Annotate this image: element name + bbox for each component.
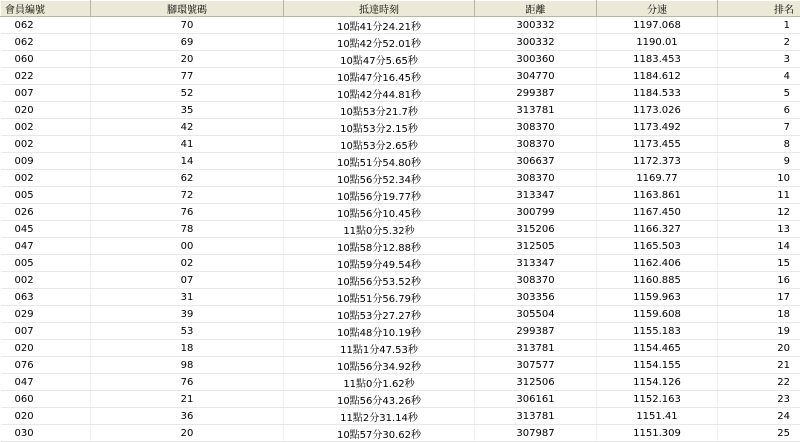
cell-ring-number: 20: [91, 51, 284, 68]
cell-member-id: 005: [1, 187, 91, 204]
header-speed[interactable]: 分速: [597, 1, 718, 17]
cell-ring-number: 52: [91, 85, 284, 102]
cell-ring-number: 72: [91, 187, 284, 204]
cell-speed: 1166.327: [597, 221, 718, 238]
cell-speed: 1155.183: [597, 323, 718, 340]
cell-arrival-time: 11點0分1.62秒: [284, 374, 475, 391]
cell-distance: 300332: [475, 34, 597, 51]
cell-ring-number: 07: [91, 272, 284, 289]
cell-speed: 1172.373: [597, 153, 718, 170]
cell-rank: 23: [718, 391, 800, 408]
cell-ring-number: 35: [91, 102, 284, 119]
cell-speed: 1154.126: [597, 374, 718, 391]
cell-ring-number: 62: [91, 170, 284, 187]
cell-ring-number: 42: [91, 119, 284, 136]
cell-rank: 21: [718, 357, 800, 374]
cell-ring-number: 98: [91, 357, 284, 374]
cell-ring-number: 02: [91, 255, 284, 272]
cell-speed: 1173.026: [597, 102, 718, 119]
cell-speed: 1183.453: [597, 51, 718, 68]
cell-rank: 6: [718, 102, 800, 119]
cell-arrival-time: 11點2分31.14秒: [284, 408, 475, 425]
cell-speed: 1184.612: [597, 68, 718, 85]
cell-member-id: 002: [1, 119, 91, 136]
cell-member-id: 002: [1, 136, 91, 153]
cell-speed: 1160.885: [597, 272, 718, 289]
cell-member-id: 062: [1, 34, 91, 51]
header-rank[interactable]: 排名: [718, 1, 800, 17]
cell-rank: 3: [718, 51, 800, 68]
cell-arrival-time: 10點47分16.45秒: [284, 68, 475, 85]
cell-distance: 313781: [475, 102, 597, 119]
cell-distance: 312505: [475, 238, 597, 255]
cell-rank: 13: [718, 221, 800, 238]
cell-speed: 1159.963: [597, 289, 718, 306]
table-row[interactable]: [1, 187, 800, 204]
cell-arrival-time: 10點42分44.81秒: [284, 85, 475, 102]
cell-arrival-time: 10點51分56.79秒: [284, 289, 475, 306]
cell-speed: 1154.465: [597, 340, 718, 357]
cell-member-id: 022: [1, 68, 91, 85]
cell-member-id: 005: [1, 255, 91, 272]
cell-rank: 7: [718, 119, 800, 136]
cell-distance: 300799: [475, 204, 597, 221]
cell-arrival-time: 10點53分2.15秒: [284, 119, 475, 136]
cell-distance: 308370: [475, 119, 597, 136]
cell-speed: 1184.533: [597, 85, 718, 102]
cell-ring-number: 14: [91, 153, 284, 170]
cell-speed: 1151.309: [597, 425, 718, 442]
cell-member-id: 030: [1, 425, 91, 442]
cell-rank: 25: [718, 425, 800, 442]
cell-arrival-time: 10點56分19.77秒: [284, 187, 475, 204]
cell-member-id: 076: [1, 357, 91, 374]
cell-rank: 5: [718, 85, 800, 102]
cell-ring-number: 18: [91, 340, 284, 357]
cell-distance: 299387: [475, 85, 597, 102]
table-row[interactable]: [1, 408, 800, 425]
cell-member-id: 020: [1, 102, 91, 119]
table-row[interactable]: [1, 68, 800, 85]
cell-arrival-time: 10點59分49.54秒: [284, 255, 475, 272]
cell-rank: 20: [718, 340, 800, 357]
cell-speed: 1173.492: [597, 119, 718, 136]
cell-distance: 313347: [475, 255, 597, 272]
cell-member-id: 009: [1, 153, 91, 170]
cell-arrival-time: 10點48分10.19秒: [284, 323, 475, 340]
cell-distance: 306161: [475, 391, 597, 408]
cell-member-id: 060: [1, 391, 91, 408]
cell-distance: 315206: [475, 221, 597, 238]
cell-arrival-time: 10點42分52.01秒: [284, 34, 475, 51]
header-ring-number[interactable]: 腳環號碼: [91, 1, 284, 17]
cell-member-id: 002: [1, 272, 91, 289]
table-row[interactable]: [1, 153, 800, 170]
cell-ring-number: 76: [91, 374, 284, 391]
cell-ring-number: 36: [91, 408, 284, 425]
cell-rank: 16: [718, 272, 800, 289]
table-row[interactable]: [1, 340, 800, 357]
table-row[interactable]: [1, 374, 800, 391]
cell-arrival-time: 10點53分27.27秒: [284, 306, 475, 323]
table-row[interactable]: [1, 170, 800, 187]
cell-ring-number: 70: [91, 17, 284, 34]
header-member-id[interactable]: 會員編號: [1, 1, 91, 17]
cell-ring-number: 41: [91, 136, 284, 153]
cell-distance: 300332: [475, 17, 597, 34]
header-distance[interactable]: 距離: [475, 1, 597, 17]
cell-speed: 1169.77: [597, 170, 718, 187]
cell-distance: 306637: [475, 153, 597, 170]
cell-rank: 17: [718, 289, 800, 306]
cell-ring-number: 76: [91, 204, 284, 221]
cell-member-id: 062: [1, 17, 91, 34]
table-row[interactable]: [1, 289, 800, 306]
cell-distance: 307987: [475, 425, 597, 442]
cell-arrival-time: 10點47分5.65秒: [284, 51, 475, 68]
cell-rank: 11: [718, 187, 800, 204]
table-row[interactable]: [1, 255, 800, 272]
cell-member-id: 020: [1, 408, 91, 425]
cell-rank: 1: [718, 17, 800, 34]
cell-rank: 22: [718, 374, 800, 391]
cell-speed: 1152.163: [597, 391, 718, 408]
cell-rank: 18: [718, 306, 800, 323]
cell-arrival-time: 10點41分24.21秒: [284, 17, 475, 34]
cell-member-id: 045: [1, 221, 91, 238]
cell-speed: 1190.01: [597, 34, 718, 51]
table-row[interactable]: [1, 306, 800, 323]
cell-rank: 14: [718, 238, 800, 255]
cell-distance: 300360: [475, 51, 597, 68]
cell-arrival-time: 10點53分2.65秒: [284, 136, 475, 153]
table-row[interactable]: [1, 323, 800, 340]
cell-arrival-time: 11點1分47.53秒: [284, 340, 475, 357]
cell-rank: 2: [718, 34, 800, 51]
cell-speed: 1163.861: [597, 187, 718, 204]
cell-member-id: 007: [1, 85, 91, 102]
cell-member-id: 063: [1, 289, 91, 306]
cell-member-id: 060: [1, 51, 91, 68]
cell-distance: 312506: [475, 374, 597, 391]
cell-ring-number: 00: [91, 238, 284, 255]
table-row[interactable]: [1, 238, 800, 255]
cell-ring-number: 21: [91, 391, 284, 408]
cell-distance: 313347: [475, 187, 597, 204]
header-arrival-time[interactable]: 抵達時刻: [284, 1, 475, 17]
cell-speed: 1154.155: [597, 357, 718, 374]
cell-arrival-time: 10點56分34.92秒: [284, 357, 475, 374]
cell-rank: 24: [718, 408, 800, 425]
table-row[interactable]: [1, 85, 800, 102]
cell-speed: 1173.455: [597, 136, 718, 153]
cell-distance: 308370: [475, 272, 597, 289]
cell-arrival-time: 10點56分10.45秒: [284, 204, 475, 221]
cell-arrival-time: 10點56分52.34秒: [284, 170, 475, 187]
cell-distance: 308370: [475, 136, 597, 153]
cell-ring-number: 39: [91, 306, 284, 323]
table-row[interactable]: [1, 425, 800, 442]
cell-member-id: 047: [1, 238, 91, 255]
cell-member-id: 029: [1, 306, 91, 323]
cell-speed: 1165.503: [597, 238, 718, 255]
cell-distance: 303356: [475, 289, 597, 306]
table-row[interactable]: [1, 357, 800, 374]
table-row[interactable]: [1, 221, 800, 238]
table-row[interactable]: [1, 204, 800, 221]
cell-rank: 4: [718, 68, 800, 85]
cell-ring-number: 31: [91, 289, 284, 306]
cell-member-id: 002: [1, 170, 91, 187]
cell-distance: 304770: [475, 68, 597, 85]
cell-speed: 1162.406: [597, 255, 718, 272]
cell-member-id: 007: [1, 323, 91, 340]
cell-rank: 12: [718, 204, 800, 221]
cell-arrival-time: 10點56分43.26秒: [284, 391, 475, 408]
cell-member-id: 026: [1, 204, 91, 221]
table-row[interactable]: [1, 51, 800, 68]
cell-distance: 299387: [475, 323, 597, 340]
cell-ring-number: 53: [91, 323, 284, 340]
cell-rank: 15: [718, 255, 800, 272]
table-row[interactable]: [1, 272, 800, 289]
cell-speed: 1151.41: [597, 408, 718, 425]
cell-ring-number: 69: [91, 34, 284, 51]
cell-distance: 305504: [475, 306, 597, 323]
table-row[interactable]: [1, 17, 800, 34]
cell-arrival-time: 10點51分54.80秒: [284, 153, 475, 170]
cell-distance: 308370: [475, 170, 597, 187]
cell-rank: 10: [718, 170, 800, 187]
cell-speed: 1167.450: [597, 204, 718, 221]
table-row[interactable]: [1, 136, 800, 153]
cell-member-id: 020: [1, 340, 91, 357]
cell-arrival-time: 11點0分5.32秒: [284, 221, 475, 238]
cell-arrival-time: 10點58分12.88秒: [284, 238, 475, 255]
cell-distance: 313781: [475, 408, 597, 425]
cell-arrival-time: 10點56分53.52秒: [284, 272, 475, 289]
cell-ring-number: 78: [91, 221, 284, 238]
cell-arrival-time: 10點53分21.7秒: [284, 102, 475, 119]
cell-distance: 313781: [475, 340, 597, 357]
cell-speed: 1159.608: [597, 306, 718, 323]
table-row[interactable]: [1, 119, 800, 136]
cell-rank: 19: [718, 323, 800, 340]
header-row: [1, 1, 800, 17]
cell-member-id: 047: [1, 374, 91, 391]
table-row[interactable]: [1, 391, 800, 408]
cell-ring-number: 20: [91, 425, 284, 442]
cell-rank: 9: [718, 153, 800, 170]
cell-ring-number: 77: [91, 68, 284, 85]
table-row[interactable]: [1, 102, 800, 119]
cell-rank: 8: [718, 136, 800, 153]
table-row[interactable]: [1, 34, 800, 51]
cell-arrival-time: 10點57分30.62秒: [284, 425, 475, 442]
cell-distance: 307577: [475, 357, 597, 374]
cell-speed: 1197.068: [597, 17, 718, 34]
